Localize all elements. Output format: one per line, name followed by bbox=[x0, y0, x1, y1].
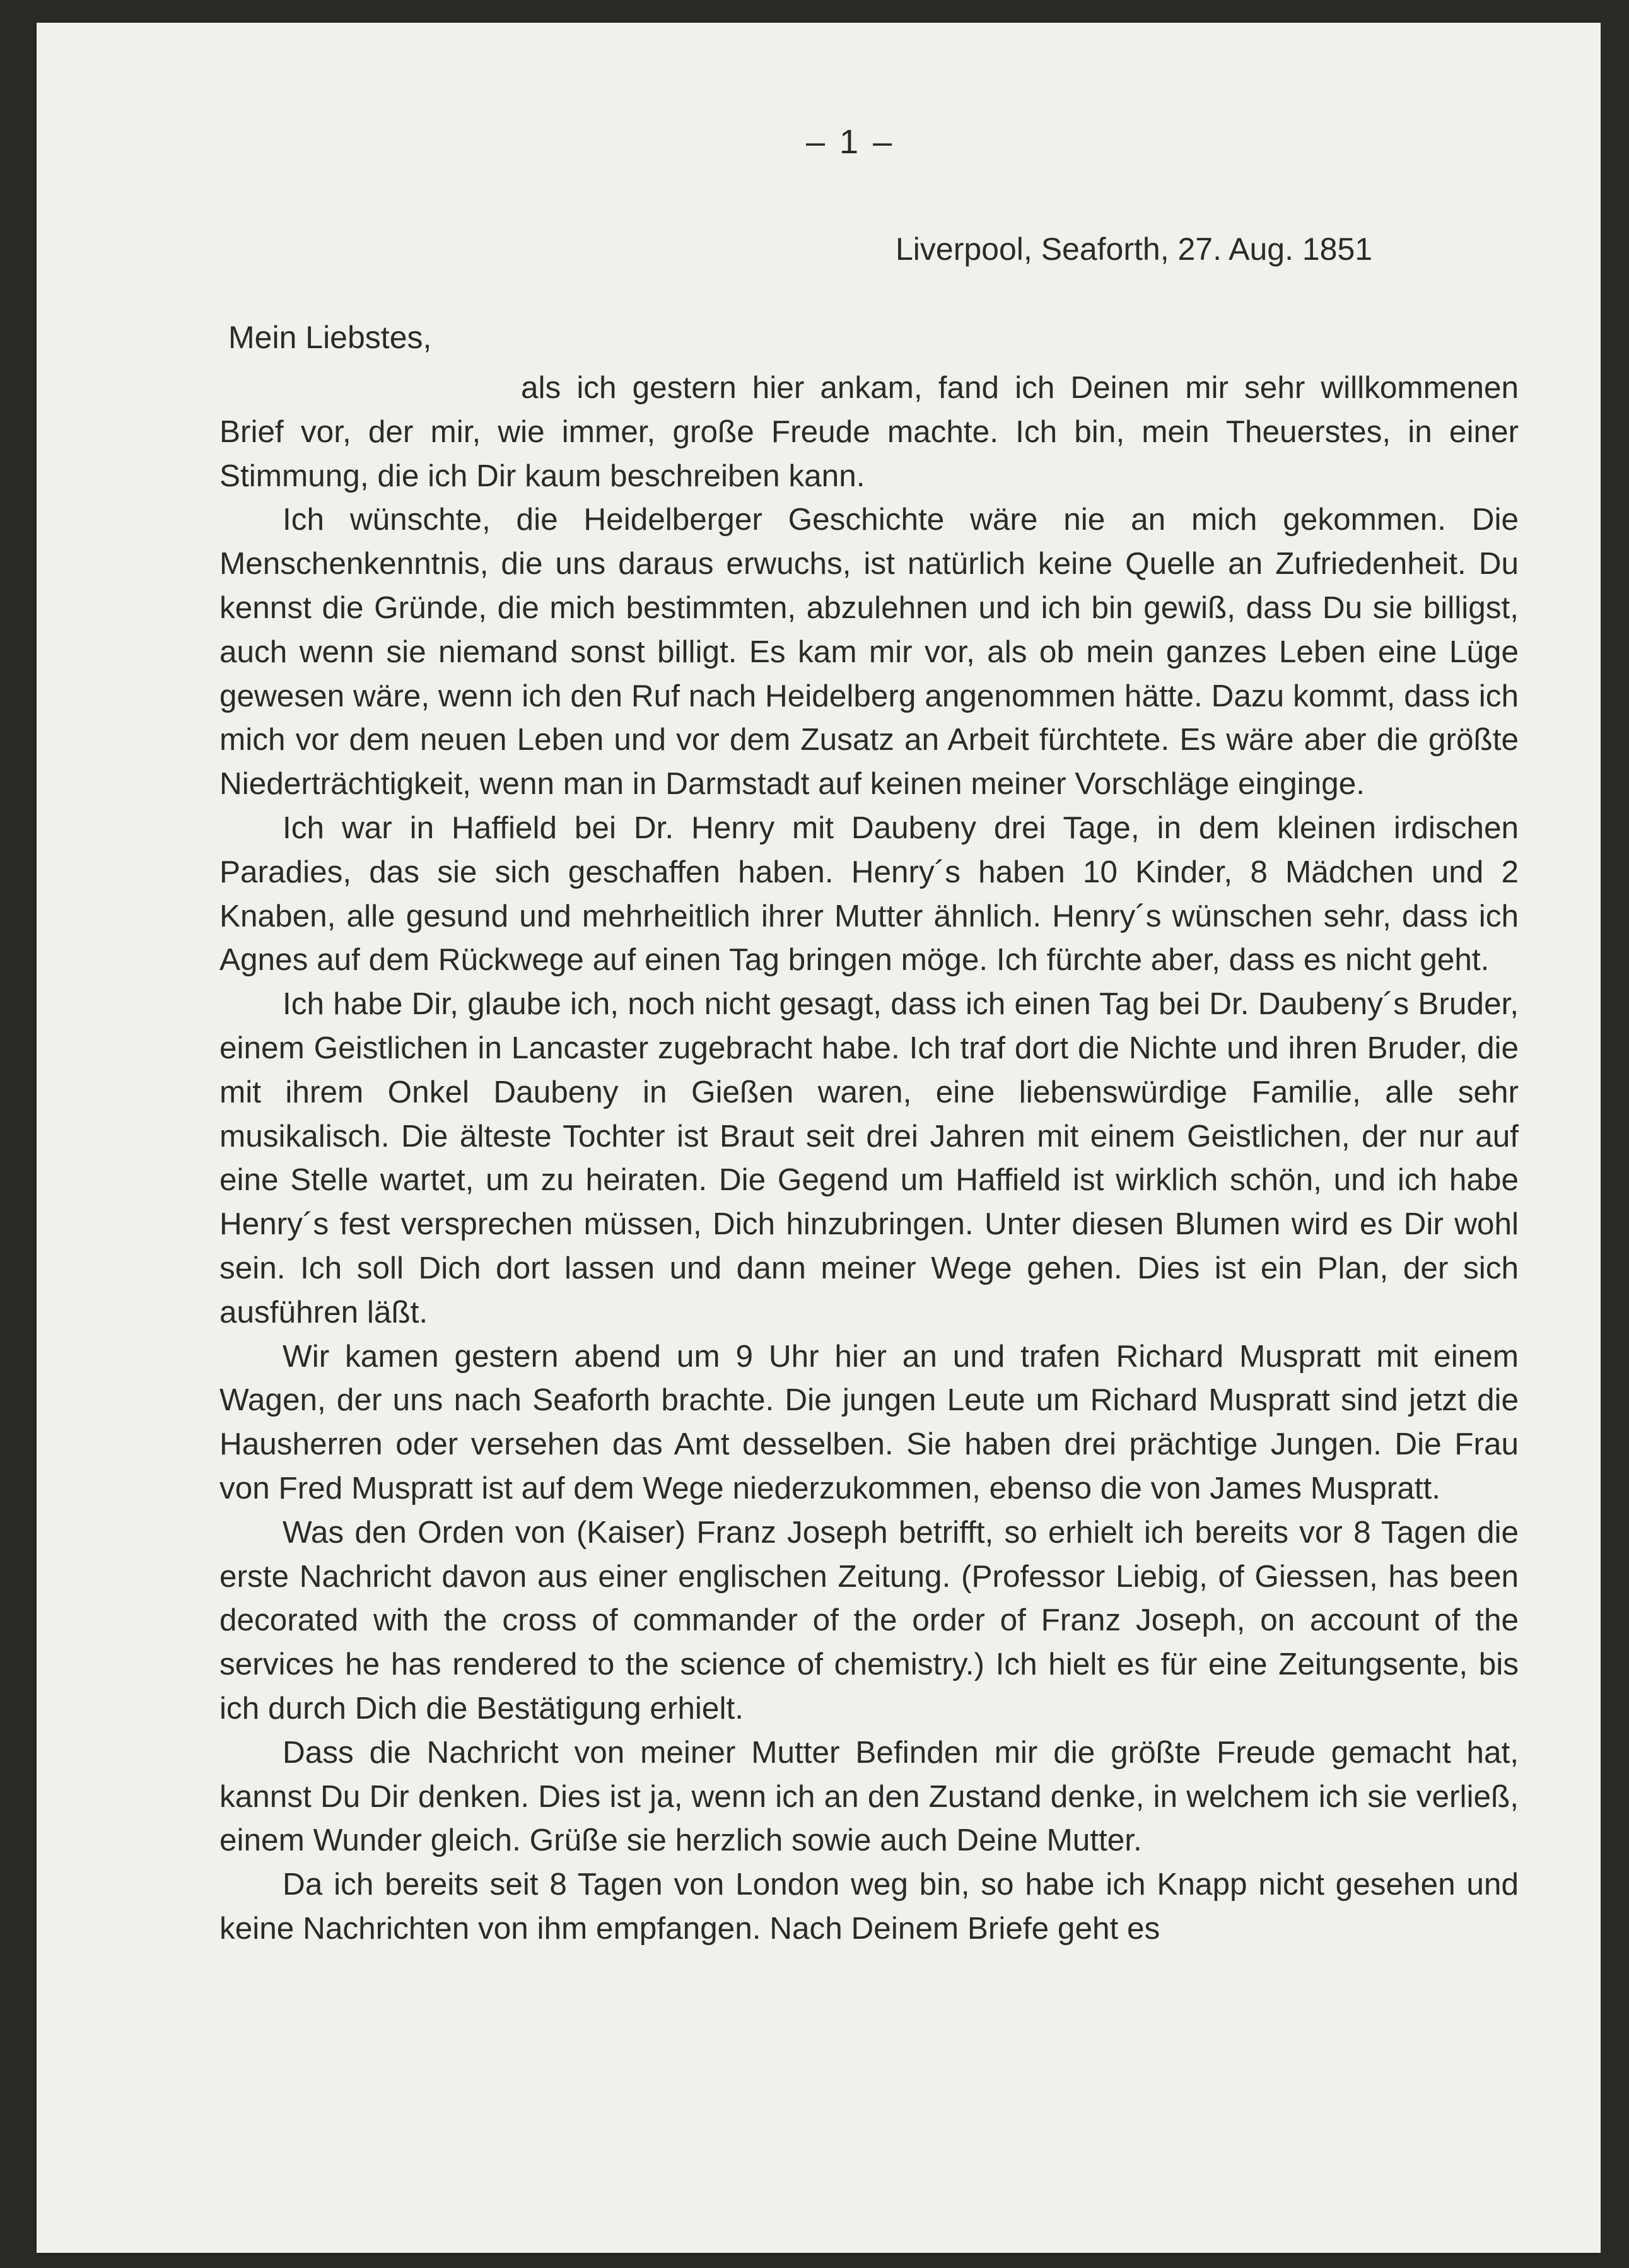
paragraph: Dass die Nachricht von meiner Mutter Befinden mir die größte Freude gemacht hat, kannst Du Dir denken. Dies ist ja, wenn ich an den Zustand denke, in welchem ich sie verließ, einem Wunder gleich. Grüße sie herzlich sowie auch Deine Mutter. bbox=[219, 1734, 1519, 1858]
scan-border bbox=[1601, 0, 1629, 2268]
paragraph: Ich war in Haffield bei Dr. Henry mit Daubeny drei Tage, in dem kleinen irdischen Paradies, das sie sich geschaffen haben. Henry´s haben 10 Kinder, 8 Mädchen und 2 Knaben, alle gesund und mehrheitlich ihrer Mutter ähnlich. Henry´s wünschen sehr, dass ich Agnes auf dem Rückwege auf einen Tag bringen möge. Ich fürchte aber, dass es nicht geht. bbox=[219, 810, 1519, 978]
letter-body bbox=[219, 366, 1519, 1951]
dateline: Liverpool, Seaforth, 27. Aug. 1851 bbox=[896, 231, 1373, 267]
paragraph: Wir kamen gestern abend um 9 Uhr hier an und trafen Richard Muspratt mit einem Wagen, der uns nach Seaforth brachte. Die jungen Leute um Richard Muspratt sind jetzt die Hausherren oder versehen das Amt desselben. Sie haben drei prächtige Jungen. Die Frau von Fred Muspratt ist auf dem Wege niederzukommen, ebenso die von James Muspratt. bbox=[219, 1338, 1519, 1505]
salutation: Mein Liebstes, bbox=[228, 320, 432, 355]
paragraph: Ich habe Dir, glaube ich, noch nicht gesagt, dass ich einen Tag bei Dr. Daubeny´s Bruder, einem Geistlichen in Lancaster zugebracht habe. Ich traf dort die Nichte und ihren Bruder, die mit ihrem Onkel Daubeny in Gießen waren, eine liebenswürdige Familie, alle sehr musikalisch. Die älteste Tochter ist Braut seit drei Jahren mit einem Geistlichen, der nur auf eine Stelle wartet, um zu heiraten. Die Gegend um Haffield ist wirklich schön, und ich habe Henry´s fest versprechen müssen, Dich hinzubringen. Unter diesen Blumen wird es Dir wohl sein. Ich soll Dich dort lassen und dann meiner Wege gehen. Dies ist ein Plan, der sich ausführen läßt. bbox=[219, 986, 1519, 1330]
page-number: – 1 – bbox=[806, 123, 895, 161]
paragraph: als ich gestern hier ankam, fand ich Deinen mir sehr willkommenen Brief vor, der mir, wie immer, große Freude machte. Ich bin, mein Theuerstes, in einer Stimmung, die ich Dir kaum beschreiben kann. bbox=[219, 370, 1519, 493]
paragraph: Was den Orden von (Kaiser) Franz Joseph betrifft, so erhielt ich bereits vor 8 Tagen die erste Nachricht davon aus einer englischen Zeitung. (Professor Liebig, of Giessen, has been decorated with the cross of commander of the order of Franz Joseph, on account of the services he has rendered to the science of chemistry.) Ich hielt es für eine Zeitungsente, bis ich durch Dich die Bestätigung erhielt. bbox=[219, 1514, 1519, 1726]
paragraph: Ich wünschte, die Heidelberger Geschichte wäre nie an mich gekommen. Die Menschenkenntnis, die uns daraus erwuchs, ist natürlich keine Quelle an Zufriedenheit. Du kennst die Gründe, die mich bestimmten, abzulehnen und ich bin gewiß, dass Du sie billigst, auch wenn sie niemand sonst billigt. Es kam mir vor, als ob mein ganzes Leben eine Lüge gewesen wäre, wenn ich den Ruf nach Heidelberg angenommen hätte. Dazu kommt, dass ich mich vor dem neuen Leben und vor dem Zusatz an Arbeit fürchtete. Es wäre aber die größte Niederträchtigkeit, wenn man in Darmstadt auf keinen meiner Vorschläge einginge. bbox=[219, 502, 1519, 802]
paragraph: Da ich bereits seit 8 Tagen von London weg bin, so habe ich Knapp nicht gesehen und keine Nachrichten von ihm empfangen. Nach Deinem Briefe geht es bbox=[219, 1867, 1519, 1946]
letter-page bbox=[37, 23, 1601, 2253]
